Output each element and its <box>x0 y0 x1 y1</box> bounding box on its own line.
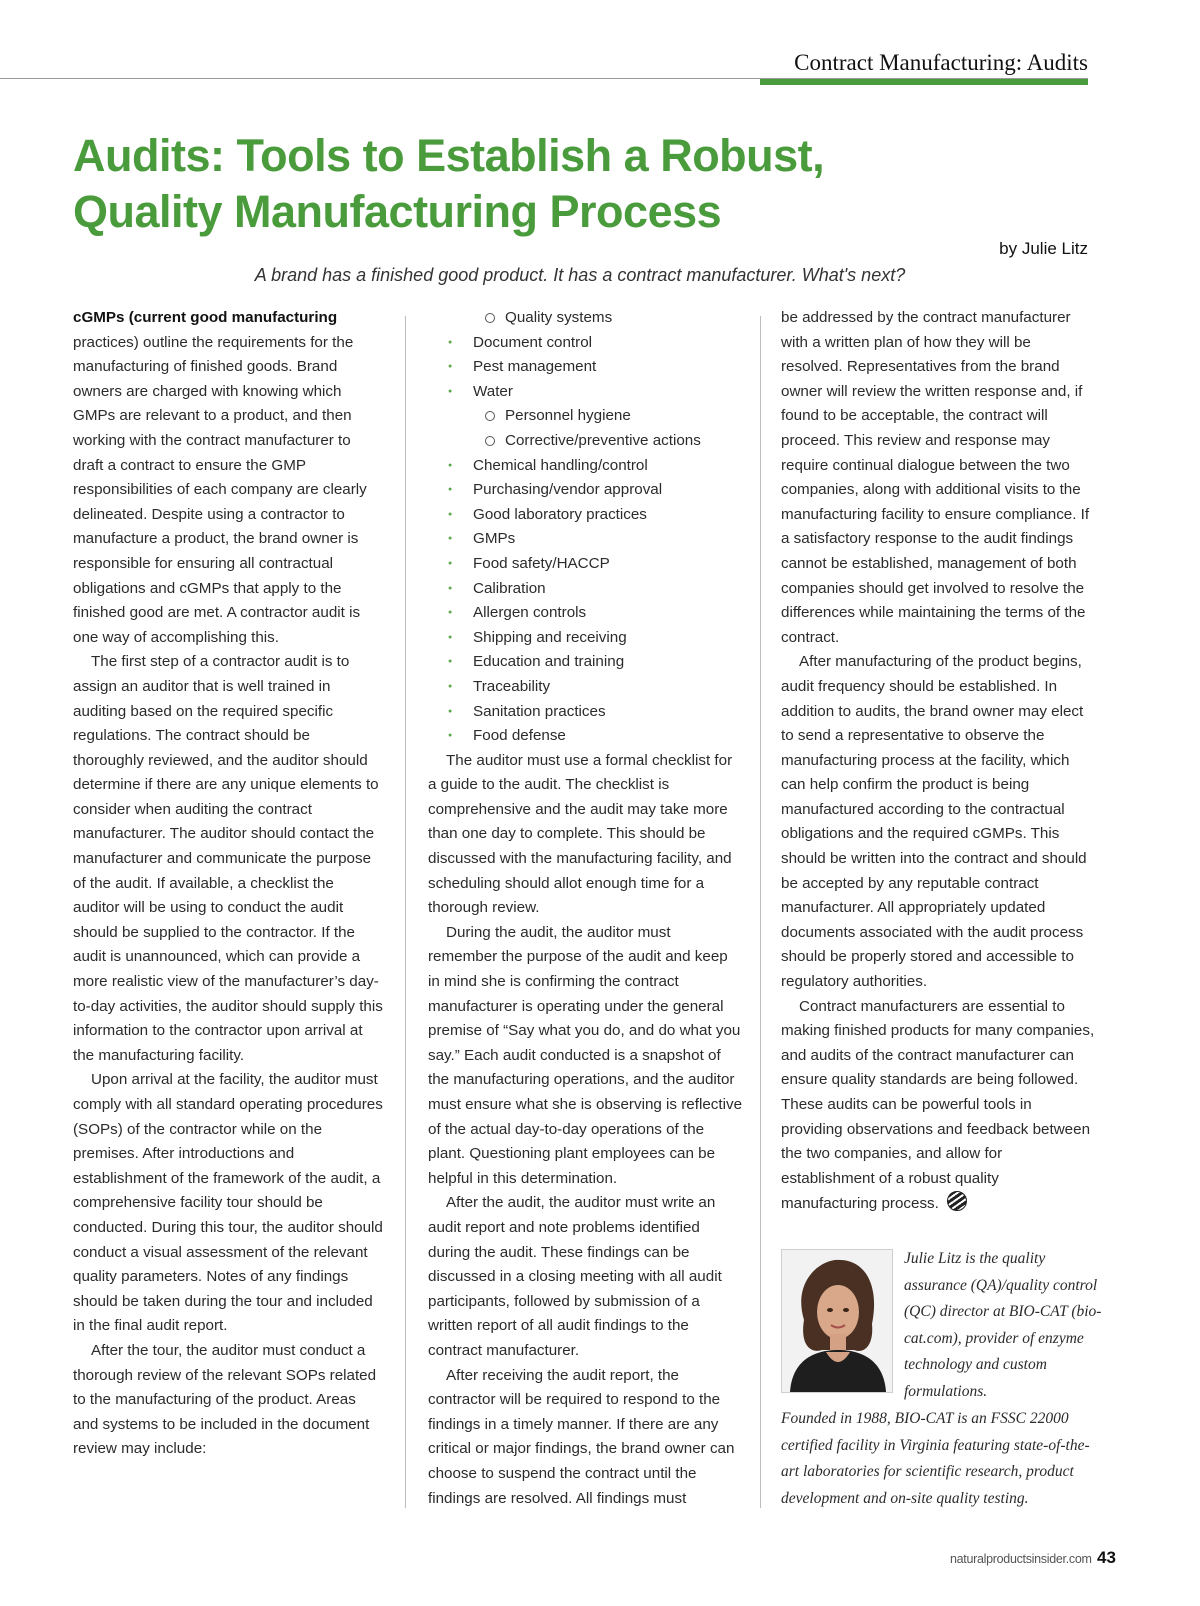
paragraph: During the audit, the auditor must remember the purpose of the audit and keep in mind she is confirming the contract manufacturer is operating under the general premise of “Say what you do, and do what you say.” Each audit conducted is a snapshot of the manufacturing operations, and the auditor must ensure what she is observing is reflective of the actual day-to-day operations of the plant. Questioning plant employees can be helpful in this determination. <box>428 923 743 1187</box>
paragraph: The auditor must use a formal checklist for a guide to the audit. The checklist is comprehensive and the audit may take more than one day to complete. This should be discussed with the manufacturing facility, and scheduling should allot enough time for a thorough review. <box>428 751 733 917</box>
list-item: ● Purchasing/vendor approval <box>428 478 743 503</box>
header-accent-bar <box>760 79 1088 85</box>
paragraph <box>781 995 1096 1217</box>
list-item: Personnel hygiene <box>428 404 743 429</box>
list-item: ● Traceability <box>428 675 743 700</box>
list-item: ● Water <box>428 380 743 405</box>
paragraph-text: Contract manufacturers are essential to making finished products for many companies, and audits of the contract manufacturer can ensure quality standards are being followed. These audits can be powerful tools in providing observations and feedback between the two companies, and allow for establishment of a robust quality manufacturing process. <box>781 997 1095 1213</box>
column-divider <box>760 316 761 1508</box>
list-item: ● Education and training <box>428 650 743 675</box>
author-photo-icon <box>782 1250 892 1392</box>
list-item: ● Food defense <box>428 724 743 749</box>
column-2 <box>428 306 743 1511</box>
article-title: Audits: Tools to Establish a Robust, Quality Manufacturing Process <box>73 130 825 237</box>
list-item: Corrective/preventive actions <box>428 429 743 454</box>
column-1 <box>73 306 383 1462</box>
section-header: Contract Manufacturing: Audits <box>794 50 1088 75</box>
paragraph: After the audit, the auditor must write an audit report and note problems identified during the audit. These findings can be discussed in a closing meeting with all audit participants, followed by submission of a written report of all audit findings to the contract manufacturer. <box>428 1194 722 1359</box>
paragraph: Upon arrival at the facility, the auditor must comply with all standard operating procedures (SOPs) of the contractor while on the premises. After introductions and establishment of the framework of the audit, a comprehensive facility tour should be conducted. During this tour, the auditor should conduct a visual assessment of the relevant quality parameters. Notes of any findings should be taken during the tour and included in the final audit report. <box>73 1071 383 1335</box>
paragraph: be addressed by the contract manufacturer with a written plan of how they will be resolved. Representatives from the brand owner will review the written response and, if found to be acceptable, the contract will proceed. This review and response may require continual dialogue between the two companies, along with additional visits to the manufacturing facility to ensure compliance. If a satisfactory response to the audit findings cannot be established, management of both companies should get involved to resolve the differences while maintaining the terms of the contract. <box>781 309 1090 646</box>
list-item: ● Good laboratory practices <box>428 503 743 528</box>
list-item: ● Chemical handling/control <box>428 454 743 479</box>
list-item: Quality systems <box>428 306 743 331</box>
author-bio: Julie Litz is the quality assurance (QA)/quality control (QC) director at BIO-CAT (bio-cat.com), provider of enzyme technology and custom formulations. <box>904 1250 1102 1400</box>
article-deck: A brand has a finished good product. It has a contract manufacturer. What's next? <box>254 265 906 285</box>
list-item: ● Allergen controls <box>428 601 743 626</box>
byline: by Julie Litz <box>999 239 1088 258</box>
footer-url: naturalproductsinsider.com <box>950 1552 1092 1566</box>
list-item: ● Document control <box>428 331 743 356</box>
paragraph <box>73 306 383 650</box>
column-divider <box>405 316 406 1508</box>
list-item: ● GMPs <box>428 527 743 552</box>
paragraph: The first step of a contractor audit is to assign an auditor that is well trained in auditing based on the required specific regulations. The contract should be thoroughly reviewed, and the auditor should determine if there are any unique elements to consider when auditing the contract manufacturer. The auditor should contact the manufacturer and communicate the purpose of the audit. If available, a checklist the auditor will be using to conduct the audit should be supplied to the contractor. If the audit is unannounced, which can provide a more realistic view of the manufacturer’s day-to-day activities, the auditor should supply this information to the contractor upon arrival at the manufacturing facility. <box>73 653 383 1064</box>
list-item: ● Calibration <box>428 577 743 602</box>
list-item: ● Food safety/HACCP <box>428 552 743 577</box>
paragraph: After the tour, the auditor must conduct a thorough review of the relevant SOPs related to the manufacturing of the product. Areas and systems to be included in the document review may include: <box>73 1341 377 1458</box>
paragraph: After receiving the audit report, the contractor will be required to respond to the findings in a timely manner. If there are any critical or major findings, the brand owner can choose to suspend the contract until the findings are resolved. All findings must <box>428 1366 735 1507</box>
company-bio: Founded in 1988, BIO-CAT is an FSSC 22000 certified facility in Virginia featuring state-of-the-art laboratories for scientific research, product development and on-site quality testing. <box>781 1410 1090 1507</box>
author-photo <box>781 1249 893 1393</box>
review-areas-list <box>428 306 743 749</box>
lead-in: cGMPs (current good manufacturing <box>73 309 338 326</box>
list-item: ● Pest management <box>428 355 743 380</box>
page-number: 43 <box>1097 1548 1116 1567</box>
column-3 <box>781 306 1096 1217</box>
list-item: ● Shipping and receiving <box>428 626 743 651</box>
paragraph-text: practices) outline the requirements for the manufacturing of finished goods. Brand owners are charged with knowing which GMPs are relevant to a product, and then working with the contract manufacturer to draft a contract to ensure the GMP responsibilities of each company are clearly delineated. Despite using a contractor to manufacture a product, the brand owner is responsible for ensuring all contractual obligations and cGMPs that apply to the finished good are met. A contractor audit is one way of accomplishing this. <box>73 333 367 646</box>
end-of-story-icon <box>947 1191 967 1211</box>
paragraph: After manufacturing of the product begins, audit frequency should be established. In addition to audits, the brand owner may elect to send a representative to observe the manufacturing process at the facility, which can help confirm the product is being manufactured according to the contractual obligations and the required cGMPs. This should be written into the contract and should be accepted by any reputable contract manufacturer. All appropriately updated documents associated with the audit process should be properly stored and accessible to regulatory authorities. <box>781 653 1087 991</box>
list-item: ● Sanitation practices <box>428 700 743 725</box>
